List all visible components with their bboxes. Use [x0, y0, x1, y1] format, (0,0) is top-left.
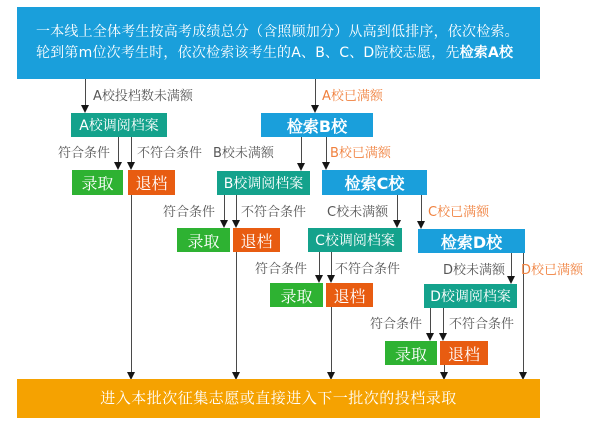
flow-line-c-search-to-c-review: [397, 195, 398, 220]
flow-line-a-review-to-admit: [118, 137, 119, 162]
flow-line-banner-to-b-search: [315, 79, 316, 106]
flow-line-b-reject-to-banner: [236, 252, 237, 372]
node-b-search: 检索B校: [261, 113, 373, 137]
node-admit-d: 录取: [385, 341, 437, 365]
intro-banner-line2-text: 轮到第m位次考生时，依次检索该考生的A、B、C、D院校志愿，先: [36, 45, 460, 61]
flow-line-b-review-to-admit: [224, 195, 225, 220]
node-b-review: B校调阅档案: [217, 171, 310, 195]
edge-label-qualified-c: 符合条件: [255, 262, 308, 277]
node-admit-a: 录取: [72, 170, 123, 195]
flow-line-banner-to-a-review: [85, 79, 86, 106]
edge-label-qualified-b: 符合条件: [163, 205, 216, 220]
arrow-down-icon: [393, 220, 401, 228]
edge-label-b-full: B校已满额: [330, 146, 391, 161]
flow-line-c-review-to-admit: [319, 252, 320, 275]
edge-label-qualified-a: 符合条件: [58, 146, 111, 161]
intro-banner-line2-bold: 检索A校: [459, 45, 514, 61]
edge-label-b-not-full: B校未满额: [213, 146, 274, 161]
node-c-review: C校调阅档案: [308, 228, 402, 252]
flow-line-c-reject-to-banner: [331, 307, 332, 372]
flow-line-a-review-to-reject: [131, 137, 132, 162]
flow-line-c-review-to-reject: [331, 252, 332, 275]
arrow-down-icon: [327, 275, 335, 283]
edge-label-not-qualified-d: 不符合条件: [449, 317, 515, 332]
arrow-down-icon: [114, 162, 122, 170]
node-admit-b: 录取: [177, 228, 230, 252]
node-reject-c: 退档: [326, 283, 373, 307]
flow-line-b-search-to-b-review: [301, 137, 302, 163]
arrow-down-icon: [311, 105, 319, 113]
arrow-down-icon: [417, 221, 425, 229]
arrow-down-icon: [322, 162, 330, 170]
edge-label-d-full: D校已满额: [521, 263, 584, 278]
edge-label-c-not-full: C校未满额: [327, 205, 389, 220]
node-c-search: 检索C校: [322, 170, 427, 195]
edge-label-qualified-d: 符合条件: [370, 317, 423, 332]
intro-banner-line2: [36, 43, 522, 64]
flow-line-d-review-to-reject: [443, 308, 444, 333]
outcome-banner: 进入本批次征集志愿或直接进入下一批次的投档录取: [17, 379, 540, 418]
arrow-down-icon: [220, 220, 228, 228]
arrow-down-icon: [507, 276, 515, 284]
arrow-down-icon: [315, 275, 323, 283]
edge-label-not-qualified-b: 不符合条件: [241, 205, 307, 220]
edge-label-not-qualified-c: 不符合条件: [335, 262, 401, 277]
intro-banner: [17, 7, 540, 79]
edge-label-a-not-full: A校投档数未满额: [93, 89, 193, 104]
node-admit-c: 录取: [270, 283, 323, 307]
flow-line-d-reject-to-banner: [444, 364, 445, 372]
intro-banner-line1: 一本线上全体考生按高考成绩总分（含照顾加分）从高到低排序，依次检索。: [36, 24, 519, 40]
edge-label-a-full: A校已满额: [322, 89, 383, 104]
arrow-down-icon: [232, 220, 240, 228]
flow-line-b-review-to-reject: [236, 195, 237, 220]
edge-label-c-full: C校已满额: [428, 205, 490, 220]
arrow-down-icon: [426, 333, 434, 341]
arrow-down-icon: [81, 105, 89, 113]
edge-label-d-not-full: D校未满额: [443, 263, 506, 278]
flow-line-d-review-to-admit: [430, 308, 431, 333]
flow-line-b-search-to-c-search: [326, 137, 327, 162]
flow-line-a-reject-to-banner: [131, 195, 132, 372]
node-d-search: 检索D校: [418, 229, 525, 253]
flow-line-d-search-to-d-review: [511, 253, 512, 276]
node-a-review: A校调阅档案: [71, 113, 167, 137]
arrow-down-icon: [127, 162, 135, 170]
arrow-down-icon: [439, 333, 447, 341]
node-d-review: D校调阅档案: [424, 284, 517, 308]
node-reject-d: 退档: [440, 341, 488, 365]
edge-label-not-qualified-a: 不符合条件: [137, 146, 203, 161]
node-reject-b: 退档: [233, 228, 280, 252]
flow-line-c-search-to-d-search: [421, 195, 422, 221]
arrow-down-icon: [297, 163, 305, 171]
node-reject-a: 退档: [128, 170, 175, 195]
